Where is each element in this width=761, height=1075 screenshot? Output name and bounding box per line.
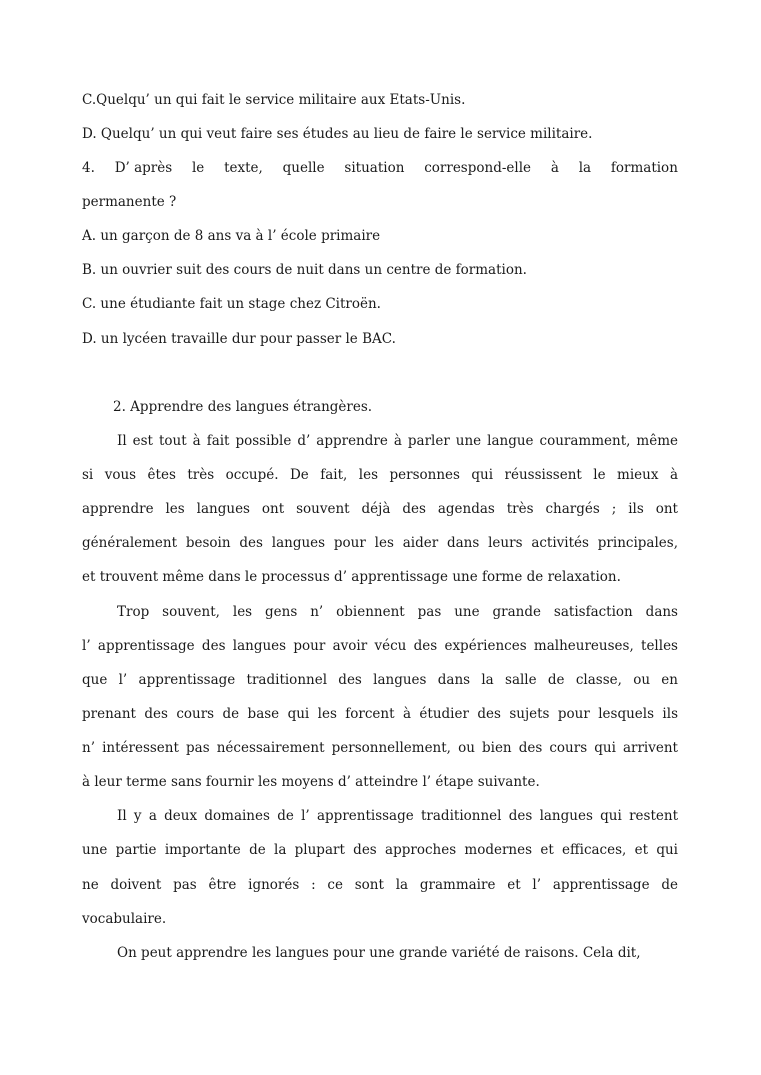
paragraph-2-line: prenant des cours de base qui les forcent à étudier des sujets pour lesquels ils <box>82 706 678 722</box>
q3-option-d: D. Quelqu’ un qui veut faire ses études au lieu de faire le service militaire. <box>82 126 593 142</box>
q4-word: D’ après <box>114 160 173 176</box>
q4-word: correspond-elle <box>424 160 532 176</box>
q4-question-line2: permanente ? <box>82 194 177 210</box>
q4-word: 4. <box>82 160 95 176</box>
paragraph-3-line: une partie importante de la plupart des approches modernes et efficaces, et qui <box>82 842 678 858</box>
q4-word: le <box>191 160 205 176</box>
q4-word: la <box>578 160 592 176</box>
paragraph-3-line: vocabulaire. <box>82 911 167 927</box>
section-heading: 2. Apprendre des langues étrangères. <box>113 399 373 415</box>
q4-word: texte, <box>224 160 263 176</box>
paragraph-3-line: ne doivent pas être ignorés : ce sont la grammaire et l’ apprentissage de <box>82 877 678 893</box>
paragraph-2-line: n’ intéressent pas nécessairement personnellement, ou bien des cours qui arrivent <box>82 740 678 756</box>
paragraph-3-line: Il y a deux domaines de l’ apprentissage traditionnel des langues qui restent <box>117 808 678 824</box>
q4-word: quelle <box>282 160 325 176</box>
paragraph-1-line: si vous êtes très occupé. De fait, les personnes qui réussissent le mieux à <box>82 467 678 483</box>
q3-option-c: C.Quelqu’ un qui fait le service militaire aux Etats-Unis. <box>82 92 466 108</box>
q4-option-b: B. un ouvrier suit des cours de nuit dans un centre de formation. <box>82 262 527 278</box>
q4-question-line1 <box>82 159 678 177</box>
paragraph-1-line: généralement besoin des langues pour les aider dans leurs activités principales, <box>82 535 678 551</box>
q4-option-c: C. une étudiante fait un stage chez Citroën. <box>82 296 381 312</box>
q4-option-a: A. un garçon de 8 ans va à l’ école primaire <box>82 228 381 244</box>
paragraph-1-line: et trouvent même dans le processus d’ apprentissage une forme de relaxation. <box>82 569 621 585</box>
paragraph-2-line: à leur terme sans fournir les moyens d’ atteindre l’ étape suivante. <box>82 774 540 790</box>
q4-option-d: D. un lycéen travaille dur pour passer le BAC. <box>82 331 396 347</box>
paragraph-2-line: Trop souvent, les gens n’ obiennent pas une grande satisfaction dans <box>117 604 678 620</box>
paragraph-2-line: que l’ apprentissage traditionnel des langues dans la salle de classe, ou en <box>82 672 678 688</box>
q4-word: situation <box>344 160 405 176</box>
paragraph-1-line: apprendre les langues ont souvent déjà des agendas très chargés ; ils ont <box>82 501 678 517</box>
paragraph-2-line: l’ apprentissage des langues pour avoir vécu des expériences malheureuses, telles <box>82 638 678 654</box>
q4-word: formation <box>610 160 678 176</box>
paragraph-4-line: On peut apprendre les langues pour une grande variété de raisons. Cela dit, <box>117 945 641 961</box>
q4-word: à <box>550 160 559 176</box>
paragraph-1-line: Il est tout à fait possible d’ apprendre à parler une langue couramment, même <box>117 433 678 449</box>
